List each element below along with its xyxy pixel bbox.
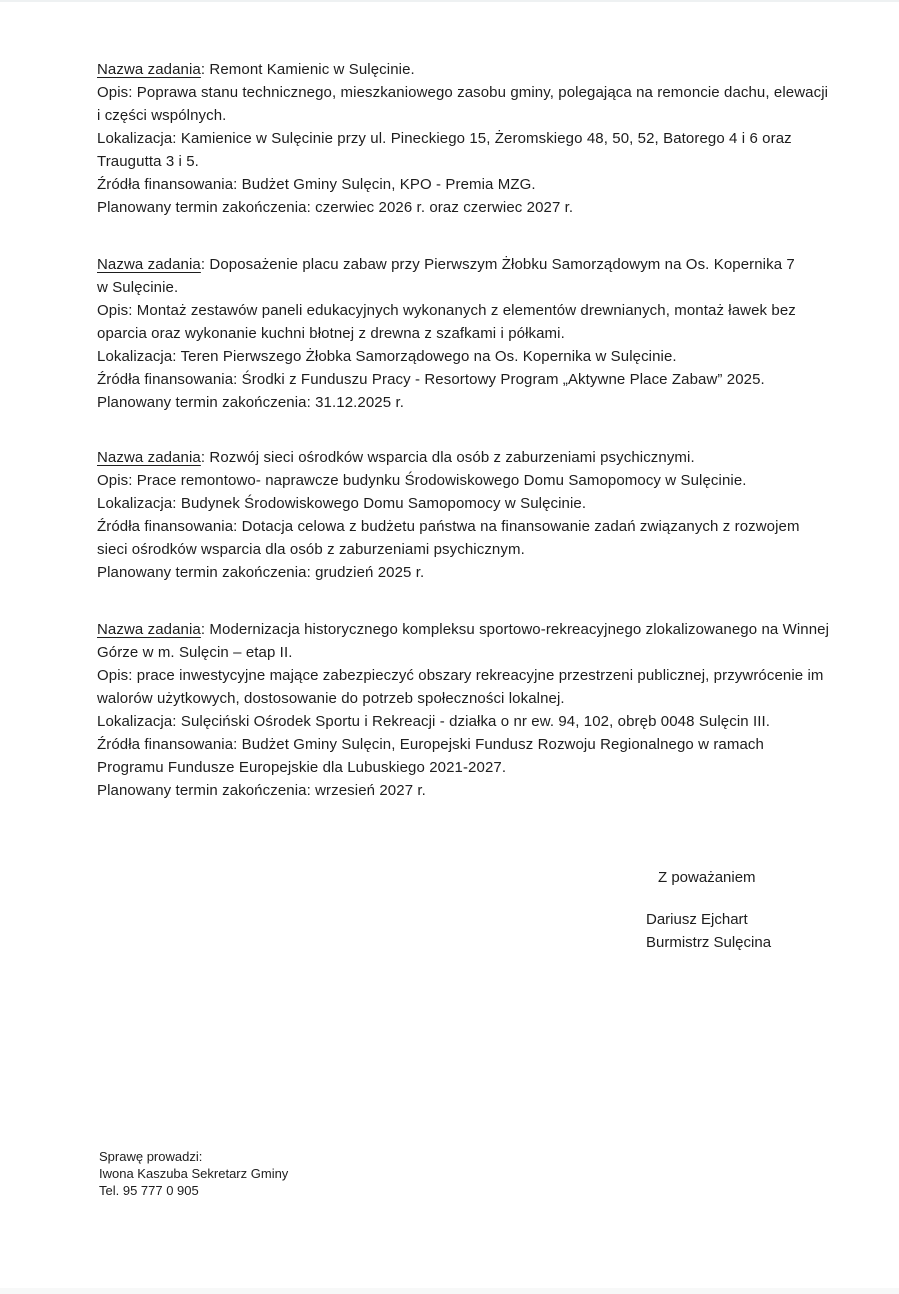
task-line: Programu Fundusze Europejskie dla Lubuskiego 2021-2027. [97,759,507,776]
task-name-label: Nazwa zadania [97,61,201,78]
task-line: sieci ośrodków wsparcia dla osób z zaburzeniami psychicznym. [97,541,525,558]
task-line: Opis: Poprawa stanu technicznego, mieszkaniowego zasobu gminy, polegająca na remoncie dachu, elewacji [97,84,829,101]
task-line: w Sulęcinie. [97,279,179,296]
contact-phone: Tel. 95 777 0 905 [99,1183,199,1198]
task-line: Traugutta 3 i 5. [97,153,199,170]
task-line: Źródła finansowania: Dotacja celowa z budżetu państwa na finansowanie zadań związanych z rozwojem [97,518,800,535]
scan-edge-top [0,0,899,2]
task-line: Lokalizacja: Sulęciński Ośrodek Sportu i Rekreacji - działka o nr ew. 94, 102, obręb 0048 Sulęcin III. [97,713,771,730]
task-line: oparcia oraz wykonanie kuchni błotnej z drewna z szafkami i półkami. [97,325,565,342]
task-section-2 [97,253,796,414]
task-section-4 [97,618,829,802]
signer-name: Dariusz Ejchart [646,911,748,928]
task-line: Planowany termin zakończenia: czerwiec 2026 r. oraz czerwiec 2027 r. [97,199,574,216]
task-name-line [97,618,829,641]
task-line: Planowany termin zakończenia: 31.12.2025 r. [97,394,404,411]
task-line: Planowany termin zakończenia: wrzesień 2027 r. [97,782,426,799]
salutation: Z poważaniem [658,869,756,886]
task-line: walorów użytkowych, dostosowanie do potrzeb społeczności lokalnej. [97,690,565,707]
task-name-text: : Doposażenie placu zabaw przy Pierwszym Żłobku Samorządowym na Os. Kopernika 7 [200,256,795,273]
task-name-line [97,58,828,81]
task-line: Opis: prace inwestycyjne mające zabezpieczyć obszary rekreacyjne przestrzeni publicznej, przywrócenie im [97,667,824,684]
task-name-line [97,253,796,276]
footer-contact [99,1148,288,1199]
task-line: Źródła finansowania: Budżet Gminy Sulęcin, KPO - Premia MZG. [97,176,536,193]
task-line: Źródła finansowania: Budżet Gminy Sulęcin, Europejski Fundusz Rozwoju Regionalnego w ramach [97,736,764,753]
task-line: Opis: Montaż zestawów paneli edukacyjnych wykonanych z elementów drewnianych, montaż ławek bez [97,302,796,319]
task-line: Lokalizacja: Teren Pierwszego Żłobka Samorządowego na Os. Kopernika w Sulęcinie. [97,348,677,365]
scan-edge-bottom [0,1288,899,1294]
case-handler-name: Iwona Kaszuba Sekretarz Gminy [99,1166,289,1181]
task-line: Źródła finansowania: Środki z Funduszu Pracy - Resortowy Program „Aktywne Place Zabaw” 2025. [97,371,765,388]
task-name-label: Nazwa zadania [97,449,201,466]
task-name-line [97,446,800,469]
task-line: Lokalizacja: Kamienice w Sulęcinie przy ul. Pineckiego 15, Żeromskiego 48, 50, 52, Batorego 4 i 6 oraz [97,130,792,147]
task-line: i części wspólnych. [97,107,227,124]
task-section-1 [97,58,828,219]
task-name-text: : Rozwój sieci ośrodków wsparcia dla osób z zaburzeniami psychicznymi. [200,449,695,466]
signer-title: Burmistrz Sulęcina [646,934,772,951]
task-name-label: Nazwa zadania [97,621,201,638]
task-line: Opis: Prace remontowo- naprawcze budynku Środowiskowego Domu Samopomocy w Sulęcinie. [97,472,747,489]
task-name-text: : Modernizacja historycznego kompleksu sportowo-rekreacyjnego zlokalizowanego na Winnej [200,621,830,638]
signature-block [646,908,771,954]
task-name-label: Nazwa zadania [97,256,201,273]
task-line: Planowany termin zakończenia: grudzień 2025 r. [97,564,425,581]
task-section-3 [97,446,800,584]
task-line: Górze w m. Sulęcin – etap II. [97,644,293,661]
task-line: Lokalizacja: Budynek Środowiskowego Domu Samopomocy w Sulęcinie. [97,495,587,512]
task-name-text: : Remont Kamienic w Sulęcinie. [200,61,415,78]
case-handler-label: Sprawę prowadzi: [99,1149,203,1164]
